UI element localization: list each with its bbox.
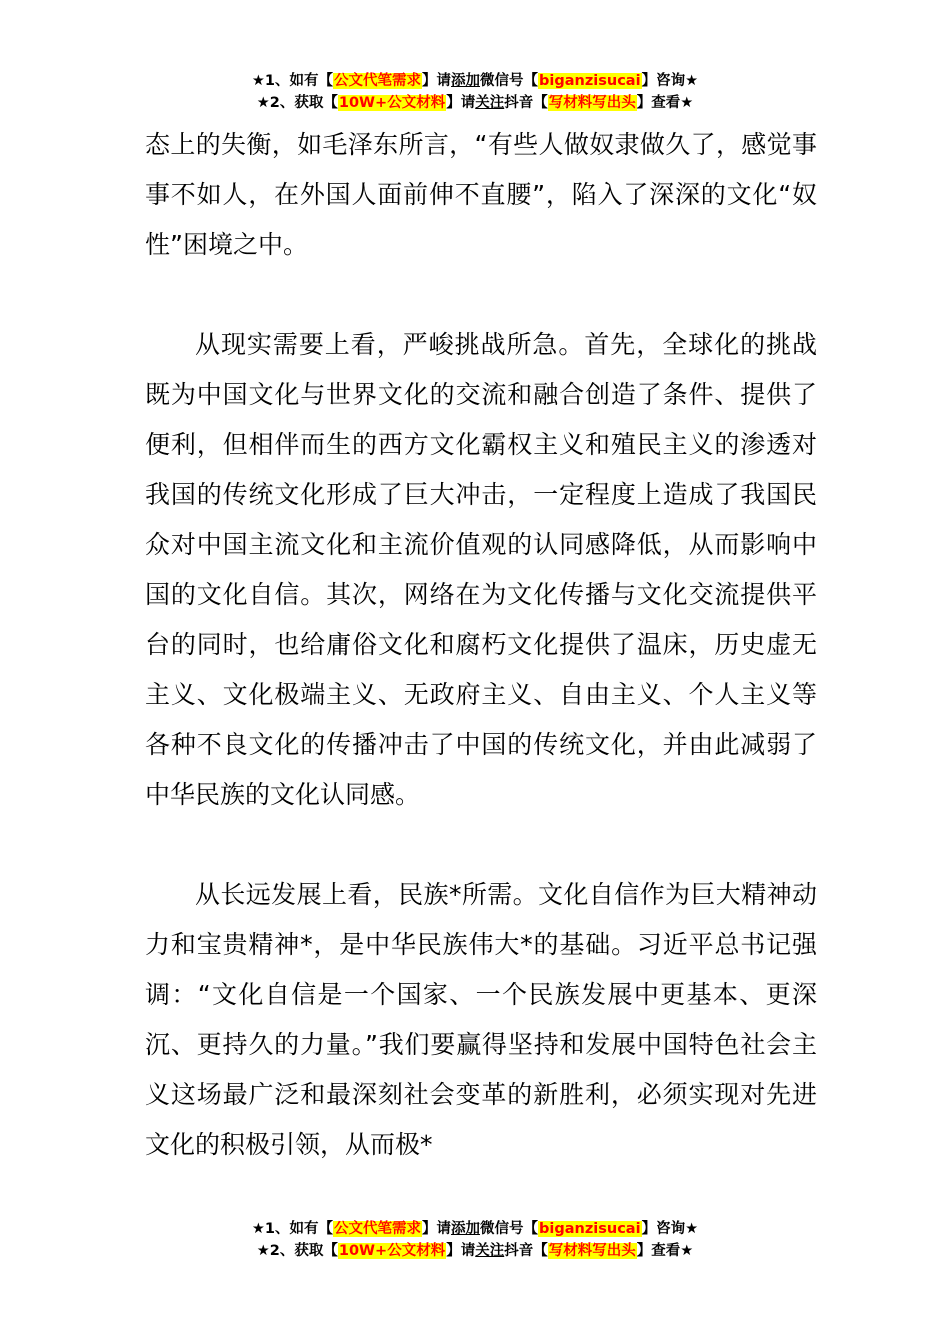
promo-text: 微信号【: [480, 1221, 539, 1237]
promo-emphasis: 添加: [451, 1221, 481, 1237]
promo-line-1: [0, 70, 950, 92]
paragraph-spacer: [145, 270, 817, 320]
bottom-promo-banner: [0, 1218, 950, 1262]
promo-emphasis: 添加: [451, 73, 481, 89]
promo-highlight: 10W+公文材料: [338, 1243, 446, 1259]
promo-text: 】请: [422, 73, 452, 89]
promo-line-2: [0, 1240, 950, 1262]
promo-line-1: [0, 1218, 950, 1240]
promo-text: 抖音【: [504, 95, 548, 111]
promo-text: ★1、如有【: [251, 1221, 334, 1237]
promo-emphasis: 关注: [475, 95, 505, 111]
promo-text: 抖音【: [504, 1243, 548, 1259]
promo-text: ★2、获取【: [256, 1243, 338, 1259]
promo-highlight: 写材料写出头: [548, 95, 636, 111]
promo-text: ★1、如有【: [251, 73, 334, 89]
promo-text: 】咨询★: [641, 73, 699, 89]
promo-highlight: 10W+公文材料: [338, 95, 446, 111]
promo-text: 】咨询★: [641, 1221, 699, 1237]
promo-line-2: [0, 92, 950, 114]
promo-text: ★2、获取【: [256, 95, 338, 111]
promo-text: 】请: [446, 95, 476, 111]
top-promo-banner: [0, 70, 950, 114]
paragraph: 从现实需要上看，严峻挑战所急。首先，全球化的挑战既为中国文化与世界文化的交流和融合创造了条件、提供了便利，但相伴而生的西方文化霸权主义和殖民主义的渗透对我国的传统文化形成了巨大冲击，一定程度上造成了我国民众对中国主流文化和主流价值观的认同感降低，从而影响中国的文化自信。其次，网络在为文化传播与文化交流提供平台的同时，也给庸俗文化和腐朽文化提供了温床，历史虚无主义、文化极端主义、无政府主义、自由主义、个人主义等各种不良文化的传播冲击了中国的传统文化，并由此减弱了中华民族的文化认同感。: [145, 330, 817, 809]
promo-text: 】请: [446, 1243, 476, 1259]
promo-highlight: biganzisucai: [539, 73, 641, 89]
paragraph-spacer: [145, 820, 817, 870]
promo-emphasis: 关注: [475, 1243, 505, 1259]
promo-text: 】查看★: [636, 95, 694, 111]
promo-text: 】查看★: [636, 1243, 694, 1259]
promo-highlight: biganzisucai: [539, 1221, 641, 1237]
paragraph: 从长远发展上看，民族*所需。文化自信作为巨大精神动力和宝贵精神*，是中华民族伟大*的基础。习近平总书记强调：“文化自信是一个国家、一个民族发展中更基本、更深沉、更持久的力量。”我们要赢得坚持和发展中国特色社会主义这场最广泛和最深刻社会变革的新胜利，必须实现对先进文化的积极引领，从而极*: [145, 880, 817, 1159]
promo-text: 微信号【: [480, 73, 539, 89]
paragraph: 态上的失衡，如毛泽东所言，“有些人做奴隶做久了，感觉事事不如人，在外国人面前伸不直腰”，陷入了深深的文化“奴性”困境之中。: [145, 130, 817, 259]
document-body: [145, 120, 817, 1170]
promo-text: 】请: [422, 1221, 452, 1237]
promo-highlight: 写材料写出头: [548, 1243, 636, 1259]
promo-highlight: 公文代笔需求: [334, 1221, 422, 1237]
promo-highlight: 公文代笔需求: [334, 73, 422, 89]
